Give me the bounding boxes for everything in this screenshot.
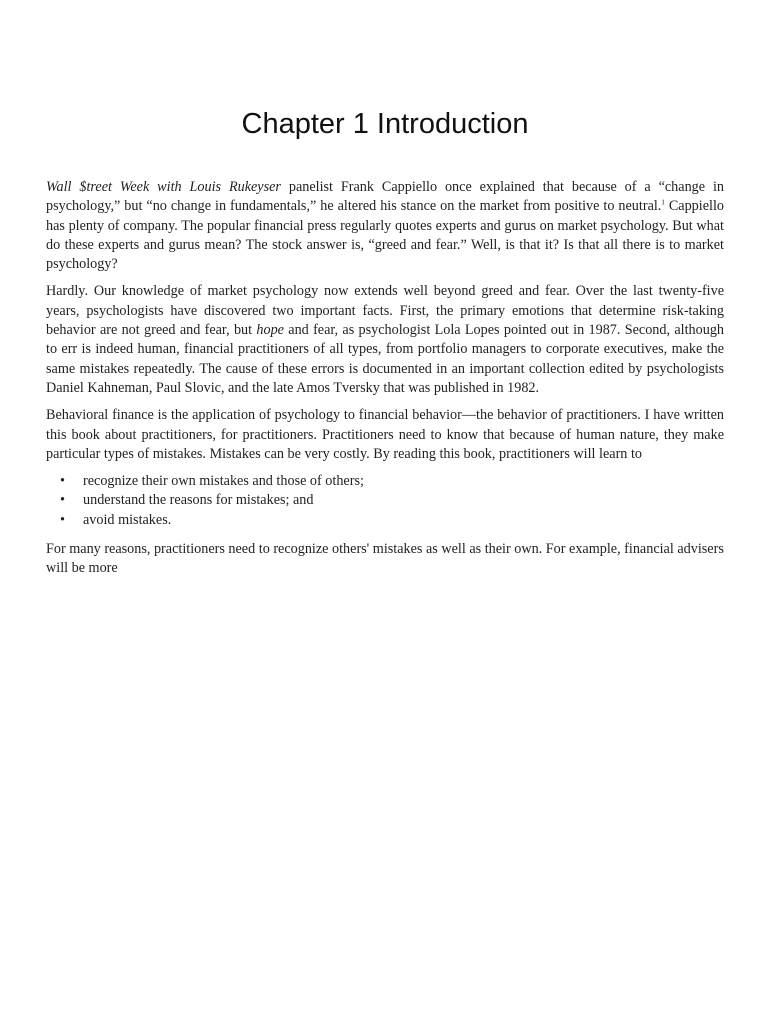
show-title-italic: Wall $treet Week with Louis Rukeyser: [46, 179, 281, 195]
paragraph-cappiello: [46, 178, 724, 274]
paragraph-text: Hardly. Our knowledge of market psychology now extends well beyond greed and fear. Over the last twenty-five years, psychologists have discovered two important facts. First, the primary emotions that determine risk-taking behavior are not greed and fear, but: [46, 283, 724, 339]
paragraph-behavioral-finance: [46, 406, 724, 464]
chapter-body: [46, 178, 724, 579]
bullet-icon: •: [60, 511, 65, 528]
paragraph-text: For many reasons, practitioners need to recognize others' mistakes as well as their own. For example, financial advisers will be more: [46, 541, 724, 577]
list-item: [46, 491, 724, 510]
bullet-icon: •: [60, 492, 65, 509]
bullet-icon: •: [60, 473, 65, 490]
emphasis-hope: hope: [256, 322, 284, 339]
footnote-marker[interactable]: 1: [661, 198, 665, 207]
paragraph-text: panelist Frank Cappiello once explained that because of a “change in psychology,” but “no change in fundamentals,” he altered his stance on the market from positive to neutral.: [46, 179, 724, 215]
list-item: [46, 511, 724, 530]
paragraph-greed-fear: [46, 282, 724, 398]
learning-goals-list: [46, 472, 724, 530]
list-item-text: understand the reasons for mistakes; and: [83, 492, 314, 509]
list-item-text: recognize their own mistakes and those of others;: [83, 473, 364, 490]
paragraph-text: Cappiello has plenty of company. The popular financial press regularly quotes experts and gurus on market psychology. But what do these experts and gurus mean? The stock answer is, “greed and fear.” Well, is that it? Is that all there is to market psychology?: [46, 198, 724, 273]
list-item: [46, 472, 724, 491]
list-item-text: avoid mistakes.: [83, 511, 172, 528]
paragraph-text: and fear, as psychologist Lola Lopes pointed out in 1987. Second, although to err is indeed human, financial practitioners of all types, from portfolio managers to corporate executives, make the same mistakes repeatedly. The cause of these errors is documented in an important collection edited by psychologists Daniel Kahneman, Paul Slovic, and the late Amos Tversky that was published in 1982.: [46, 322, 725, 396]
paragraph-text: Behavioral finance is the application of psychology to financial behavior—the behavior of practitioners. I have written this book about practitioners, for practitioners. Practitioners need to know that because of human nature, they make particular types of mistakes. Mistakes can be very costly. By reading this book, practitioners will learn to: [46, 407, 724, 462]
paragraph-others-mistakes: [46, 540, 724, 579]
document-page: [46, 0, 724, 1024]
chapter-title: Chapter 1 Introduction: [241, 108, 529, 140]
